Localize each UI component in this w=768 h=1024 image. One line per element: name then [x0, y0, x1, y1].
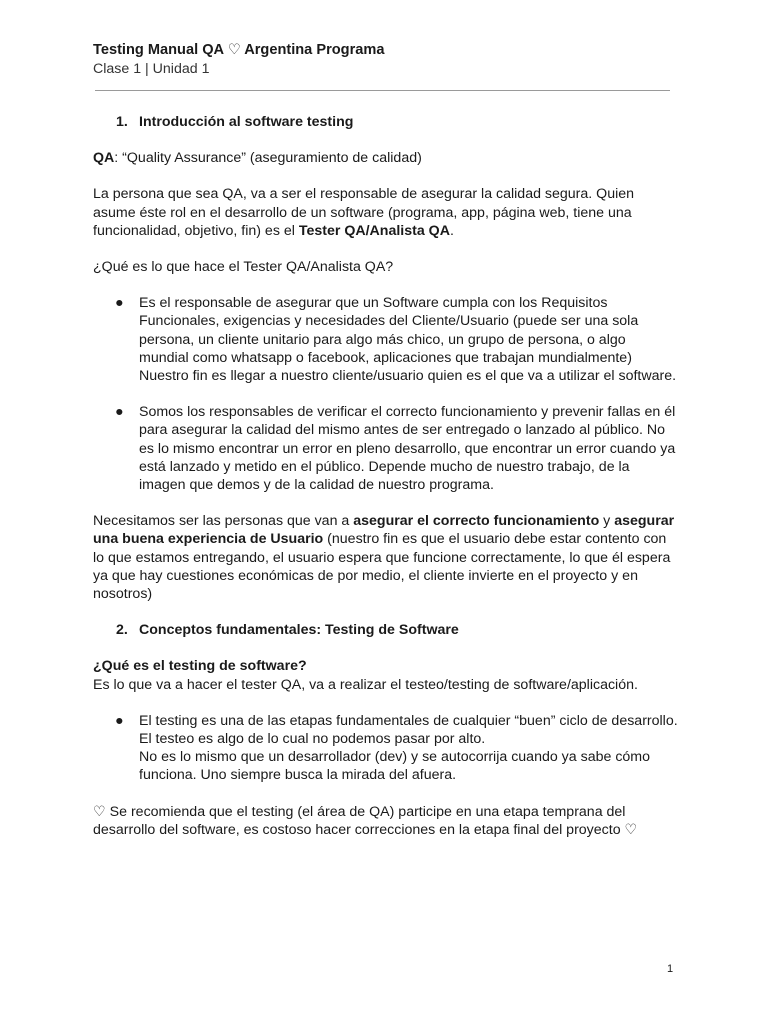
testing-question: ¿Qué es el testing de software?	[93, 658, 307, 675]
page-number: 1	[667, 963, 674, 975]
bullet-icon: ●	[115, 404, 124, 421]
section-number: 1.	[116, 114, 128, 130]
bullet-item	[93, 712, 678, 785]
paragraph-responsibilities	[93, 512, 678, 603]
paragraph-text: y	[599, 513, 615, 530]
bold-text: Tester QA/Analista QA	[298, 222, 450, 239]
paragraph-text: .	[449, 222, 454, 239]
bullet-text: Es el responsable de asegurar que un Software cumpla con los Requisitos Funcionales, exigencias y necesidades del Cliente/Usuario (puede ser una sola persona, un cliente unitario para algo más chico, un grupo de persona, o algo mundial como whatsapp o facebook, aplicaciones que trabajan mundialmente) Nuestro fin es llegar a nuestro cliente/usuario quien es el que va a utilizar el software.	[139, 295, 677, 385]
bullet-item	[93, 403, 678, 494]
recommendation-note: ♡ Se recomienda que el testing (el área de QA) participe en una etapa temprana del desarrollo del software, es costoso hacer correcciones en la etapa final del proyecto ♡	[93, 803, 638, 838]
bullet-text: Somos los responsables de verificar el correcto funcionamiento y prevenir fallas en él para asegurar la calidad del mismo antes de ser entregado o lanzado al público. No es lo mismo encontrar un error en pleno desarrollo, que encontrar un error cuando ya está lanzado y metido en el público. Depende mucho de nuestro trabajo, de la imagen que demos y de la calidad de nuestro programa.	[139, 404, 676, 494]
section-title: Conceptos fundamentales: Testing de Software	[139, 622, 459, 639]
paragraph-text: Necesitamos ser las personas que van a	[93, 513, 354, 530]
bullet-text: No es lo mismo que un desarrollador (dev) y se autocorrija cuando ya sabe cómo funciona. Uno siempre busca la mirada del afuera.	[139, 749, 651, 784]
page-header	[93, 41, 673, 79]
section-heading-1	[93, 113, 678, 131]
bold-text: asegurar el correcto funcionamiento	[353, 513, 600, 530]
header-divider	[95, 90, 670, 91]
section-title: Introducción al software testing	[139, 114, 354, 130]
bold-text: asegurar una buena experiencia de Usuario	[93, 513, 675, 548]
bullet-icon: ●	[115, 295, 124, 312]
qa-term: QA	[93, 150, 115, 167]
testing-answer: Es lo que va a hacer el tester QA, va a realizar el testeo/testing de software/aplicación.	[93, 676, 638, 693]
question-tester-role: ¿Qué es lo que hace el Tester QA/Analista QA?	[93, 259, 394, 276]
bullet-text: El testing es una de las etapas fundamentales de cualquier “buen” ciclo de desarrollo. El testeo es algo de lo cual no podemos pasar por alto.	[139, 712, 678, 748]
paragraph-text: La persona que sea QA, va a ser el responsable de asegurar la calidad segura. Quien asume éste rol en el desarrollo de un software (programa, app, página web, tiene una funcionalidad, objetivo, fin) es el	[93, 186, 635, 239]
bullet-icon: ●	[115, 712, 124, 729]
paragraph-qa-role	[93, 185, 678, 240]
document-body	[93, 113, 678, 839]
qa-definition	[93, 149, 678, 167]
header-title: Testing Manual QA ♡ Argentina Programa	[93, 42, 385, 58]
paragraph-text: (nuestro fin es que el usuario debe estar contento con lo que estamos entregando, el usuario espera que funcione correctamente, lo que él espera ya que hay cuestiones económicas de por medio, el cliente invierte en el proyecto y en nosotros)	[93, 531, 671, 603]
section-number: 2.	[116, 622, 128, 639]
header-subtitle: Clase 1 | Unidad 1	[93, 61, 210, 77]
bullet-item	[93, 294, 678, 385]
qa-definition-text: : “Quality Assurance” (aseguramiento de calidad)	[114, 150, 422, 167]
section-heading-2	[93, 621, 678, 639]
